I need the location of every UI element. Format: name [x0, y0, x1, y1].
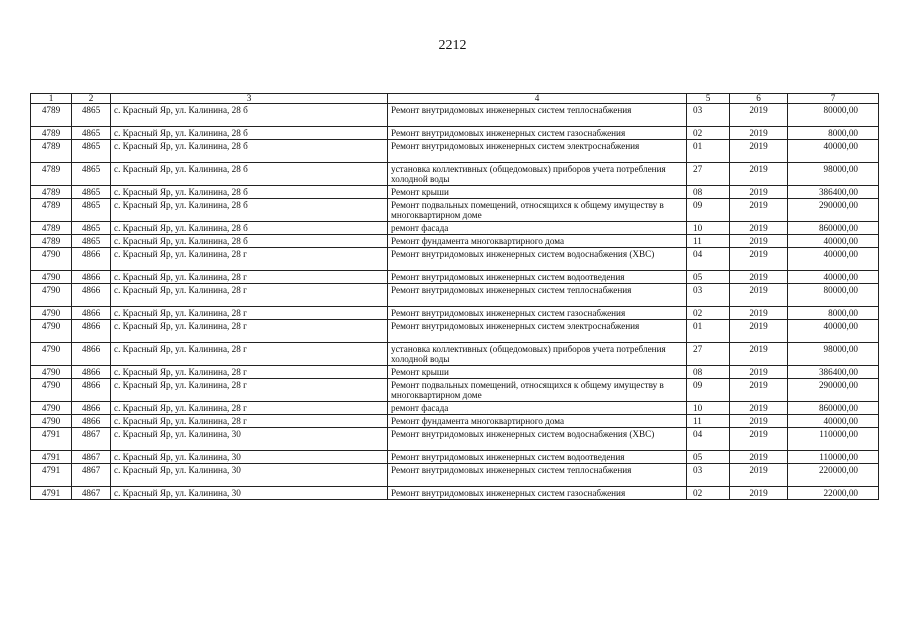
- cost-cell: 860000,00: [788, 222, 879, 235]
- work-code-cell: 03: [687, 464, 730, 487]
- cost-cell: 290000,00: [788, 199, 879, 222]
- address-cell: с. Красный Яр, ул. Калинина, 28 б: [111, 199, 388, 222]
- address-cell: с. Красный Яр, ул. Калинина, 28 г: [111, 366, 388, 379]
- work-code-cell: 01: [687, 140, 730, 163]
- house-id-cell: 4865: [72, 140, 111, 163]
- work-type-cell: Ремонт внутридомовых инженерных систем теплоснабжения: [388, 464, 687, 487]
- table-row: [31, 284, 879, 307]
- cost-cell: 40000,00: [788, 140, 879, 163]
- table-row: [31, 248, 879, 271]
- address-cell: с. Красный Яр, ул. Калинина, 28 б: [111, 222, 388, 235]
- year-cell: 2019: [730, 320, 788, 343]
- column-header: 6: [730, 94, 788, 104]
- work-type-cell: Ремонт внутридомовых инженерных систем водоснабжения (ХВС): [388, 248, 687, 271]
- column-header: 1: [31, 94, 72, 104]
- work-code-cell: 11: [687, 235, 730, 248]
- house-id-cell: 4866: [72, 366, 111, 379]
- work-type-cell: Ремонт внутридомовых инженерных систем теплоснабжения: [388, 284, 687, 307]
- work-type-cell: установка коллективных (общедомовых) приборов учета потребления холодной воды: [388, 163, 687, 186]
- work-code-cell: 05: [687, 271, 730, 284]
- table-row: [31, 222, 879, 235]
- work-type-cell: Ремонт внутридомовых инженерных систем теплоснабжения: [388, 104, 687, 127]
- house-id-cell: 4866: [72, 343, 111, 366]
- work-type-cell: установка коллективных (общедомовых) приборов учета потребления холодной воды: [388, 343, 687, 366]
- cost-cell: 22000,00: [788, 487, 879, 500]
- year-cell: 2019: [730, 186, 788, 199]
- work-type-cell: Ремонт внутридомовых инженерных систем газоснабжения: [388, 127, 687, 140]
- reg-number-cell: 4789: [31, 235, 72, 248]
- work-type-cell: Ремонт фундамента многоквартирного дома: [388, 415, 687, 428]
- house-id-cell: 4866: [72, 284, 111, 307]
- table-row: [31, 343, 879, 366]
- work-code-cell: 05: [687, 451, 730, 464]
- house-id-cell: 4865: [72, 199, 111, 222]
- work-code-cell: 03: [687, 284, 730, 307]
- reg-number-cell: 4789: [31, 163, 72, 186]
- table-row: [31, 140, 879, 163]
- work-type-cell: Ремонт внутридомовых инженерных систем газоснабжения: [388, 487, 687, 500]
- table-row: [31, 163, 879, 186]
- table-row: [31, 402, 879, 415]
- address-cell: с. Красный Яр, ул. Калинина, 28 г: [111, 271, 388, 284]
- table-row: [31, 307, 879, 320]
- work-code-cell: 11: [687, 415, 730, 428]
- cost-cell: 220000,00: [788, 464, 879, 487]
- works-table: [30, 93, 879, 500]
- column-header: 5: [687, 94, 730, 104]
- address-cell: с. Красный Яр, ул. Калинина, 28 б: [111, 186, 388, 199]
- address-cell: с. Красный Яр, ул. Калинина, 30: [111, 464, 388, 487]
- cost-cell: 80000,00: [788, 284, 879, 307]
- year-cell: 2019: [730, 163, 788, 186]
- column-header: 3: [111, 94, 388, 104]
- work-code-cell: 04: [687, 248, 730, 271]
- house-id-cell: 4866: [72, 379, 111, 402]
- work-code-cell: 02: [687, 487, 730, 500]
- house-id-cell: 4865: [72, 186, 111, 199]
- address-cell: с. Красный Яр, ул. Калинина, 28 б: [111, 163, 388, 186]
- work-code-cell: 10: [687, 222, 730, 235]
- table-row: [31, 451, 879, 464]
- cost-cell: 98000,00: [788, 163, 879, 186]
- reg-number-cell: 4789: [31, 222, 72, 235]
- work-code-cell: 02: [687, 307, 730, 320]
- address-cell: с. Красный Яр, ул. Калинина, 28 г: [111, 343, 388, 366]
- reg-number-cell: 4790: [31, 307, 72, 320]
- work-code-cell: 02: [687, 127, 730, 140]
- work-type-cell: Ремонт внутридомовых инженерных систем водоснабжения (ХВС): [388, 428, 687, 451]
- reg-number-cell: 4790: [31, 343, 72, 366]
- house-id-cell: 4865: [72, 222, 111, 235]
- reg-number-cell: 4789: [31, 104, 72, 127]
- work-type-cell: Ремонт внутридомовых инженерных систем водоотведения: [388, 271, 687, 284]
- cost-cell: 8000,00: [788, 127, 879, 140]
- year-cell: 2019: [730, 127, 788, 140]
- work-code-cell: 10: [687, 402, 730, 415]
- address-cell: с. Красный Яр, ул. Калинина, 28 г: [111, 379, 388, 402]
- reg-number-cell: 4789: [31, 186, 72, 199]
- work-code-cell: 09: [687, 199, 730, 222]
- year-cell: 2019: [730, 199, 788, 222]
- table-row: [31, 487, 879, 500]
- year-cell: 2019: [730, 379, 788, 402]
- house-id-cell: 4865: [72, 127, 111, 140]
- year-cell: 2019: [730, 222, 788, 235]
- table-row: [31, 271, 879, 284]
- reg-number-cell: 4790: [31, 320, 72, 343]
- work-type-cell: Ремонт крыши: [388, 366, 687, 379]
- work-code-cell: 27: [687, 343, 730, 366]
- work-type-cell: ремонт фасада: [388, 222, 687, 235]
- house-id-cell: 4866: [72, 248, 111, 271]
- cost-cell: 860000,00: [788, 402, 879, 415]
- address-cell: с. Красный Яр, ул. Калинина, 28 б: [111, 127, 388, 140]
- address-cell: с. Красный Яр, ул. Калинина, 28 г: [111, 320, 388, 343]
- house-id-cell: 4866: [72, 415, 111, 428]
- reg-number-cell: 4791: [31, 487, 72, 500]
- year-cell: 2019: [730, 248, 788, 271]
- year-cell: 2019: [730, 271, 788, 284]
- house-id-cell: 4865: [72, 104, 111, 127]
- work-type-cell: ремонт фасада: [388, 402, 687, 415]
- cost-cell: 80000,00: [788, 104, 879, 127]
- work-type-cell: Ремонт внутридомовых инженерных систем электроснабжения: [388, 140, 687, 163]
- table-row: [31, 428, 879, 451]
- address-cell: с. Красный Яр, ул. Калинина, 28 г: [111, 284, 388, 307]
- table-row: [31, 235, 879, 248]
- cost-cell: 8000,00: [788, 307, 879, 320]
- address-cell: с. Красный Яр, ул. Калинина, 30: [111, 487, 388, 500]
- table-row: [31, 104, 879, 127]
- year-cell: 2019: [730, 104, 788, 127]
- address-cell: с. Красный Яр, ул. Калинина, 28 г: [111, 248, 388, 271]
- cost-cell: 98000,00: [788, 343, 879, 366]
- house-id-cell: 4866: [72, 402, 111, 415]
- table-row: [31, 366, 879, 379]
- cost-cell: 40000,00: [788, 248, 879, 271]
- table-header-row: [31, 94, 879, 104]
- table-row: [31, 464, 879, 487]
- work-code-cell: 08: [687, 366, 730, 379]
- cost-cell: 290000,00: [788, 379, 879, 402]
- work-type-cell: Ремонт подвальных помещений, относящихся к общему имуществу в многоквартирном доме: [388, 379, 687, 402]
- year-cell: 2019: [730, 464, 788, 487]
- table-row: [31, 186, 879, 199]
- work-code-cell: 09: [687, 379, 730, 402]
- work-code-cell: 03: [687, 104, 730, 127]
- house-id-cell: 4867: [72, 451, 111, 464]
- address-cell: с. Красный Яр, ул. Калинина, 30: [111, 451, 388, 464]
- column-header: 4: [388, 94, 687, 104]
- work-type-cell: Ремонт подвальных помещений, относящихся к общему имуществу в многоквартирном доме: [388, 199, 687, 222]
- table-body: [31, 94, 879, 500]
- cost-cell: 386400,00: [788, 366, 879, 379]
- table-row: [31, 320, 879, 343]
- year-cell: 2019: [730, 235, 788, 248]
- work-type-cell: Ремонт фундамента многоквартирного дома: [388, 235, 687, 248]
- year-cell: 2019: [730, 307, 788, 320]
- reg-number-cell: 4790: [31, 284, 72, 307]
- year-cell: 2019: [730, 487, 788, 500]
- work-code-cell: 04: [687, 428, 730, 451]
- table-row: [31, 199, 879, 222]
- reg-number-cell: 4789: [31, 127, 72, 140]
- table-row: [31, 415, 879, 428]
- year-cell: 2019: [730, 451, 788, 464]
- year-cell: 2019: [730, 415, 788, 428]
- house-id-cell: 4867: [72, 464, 111, 487]
- address-cell: с. Красный Яр, ул. Калинина, 28 г: [111, 402, 388, 415]
- house-id-cell: 4867: [72, 428, 111, 451]
- reg-number-cell: 4790: [31, 415, 72, 428]
- year-cell: 2019: [730, 402, 788, 415]
- work-code-cell: 27: [687, 163, 730, 186]
- work-code-cell: 08: [687, 186, 730, 199]
- work-type-cell: Ремонт внутридомовых инженерных систем газоснабжения: [388, 307, 687, 320]
- reg-number-cell: 4789: [31, 199, 72, 222]
- reg-number-cell: 4790: [31, 366, 72, 379]
- address-cell: с. Красный Яр, ул. Калинина, 28 г: [111, 307, 388, 320]
- address-cell: с. Красный Яр, ул. Калинина, 28 б: [111, 140, 388, 163]
- year-cell: 2019: [730, 343, 788, 366]
- cost-cell: 110000,00: [788, 451, 879, 464]
- column-header: 7: [788, 94, 879, 104]
- cost-cell: 40000,00: [788, 415, 879, 428]
- cost-cell: 40000,00: [788, 320, 879, 343]
- table-row: [31, 127, 879, 140]
- cost-cell: 40000,00: [788, 235, 879, 248]
- cost-cell: 40000,00: [788, 271, 879, 284]
- reg-number-cell: 4790: [31, 402, 72, 415]
- reg-number-cell: 4791: [31, 451, 72, 464]
- column-header: 2: [72, 94, 111, 104]
- work-type-cell: Ремонт внутридомовых инженерных систем электроснабжения: [388, 320, 687, 343]
- reg-number-cell: 4790: [31, 379, 72, 402]
- reg-number-cell: 4789: [31, 140, 72, 163]
- work-code-cell: 01: [687, 320, 730, 343]
- house-id-cell: 4866: [72, 320, 111, 343]
- address-cell: с. Красный Яр, ул. Калинина, 30: [111, 428, 388, 451]
- house-id-cell: 4866: [72, 307, 111, 320]
- reg-number-cell: 4791: [31, 428, 72, 451]
- cost-cell: 386400,00: [788, 186, 879, 199]
- house-id-cell: 4867: [72, 487, 111, 500]
- year-cell: 2019: [730, 428, 788, 451]
- house-id-cell: 4865: [72, 235, 111, 248]
- address-cell: с. Красный Яр, ул. Калинина, 28 г: [111, 415, 388, 428]
- year-cell: 2019: [730, 366, 788, 379]
- work-type-cell: Ремонт крыши: [388, 186, 687, 199]
- year-cell: 2019: [730, 140, 788, 163]
- work-type-cell: Ремонт внутридомовых инженерных систем водоотведения: [388, 451, 687, 464]
- address-cell: с. Красный Яр, ул. Калинина, 28 б: [111, 104, 388, 127]
- year-cell: 2019: [730, 284, 788, 307]
- address-cell: с. Красный Яр, ул. Калинина, 28 б: [111, 235, 388, 248]
- reg-number-cell: 4790: [31, 248, 72, 271]
- house-id-cell: 4865: [72, 163, 111, 186]
- page-number: 2212: [438, 38, 467, 53]
- reg-number-cell: 4790: [31, 271, 72, 284]
- cost-cell: 110000,00: [788, 428, 879, 451]
- table-row: [31, 379, 879, 402]
- reg-number-cell: 4791: [31, 464, 72, 487]
- house-id-cell: 4866: [72, 271, 111, 284]
